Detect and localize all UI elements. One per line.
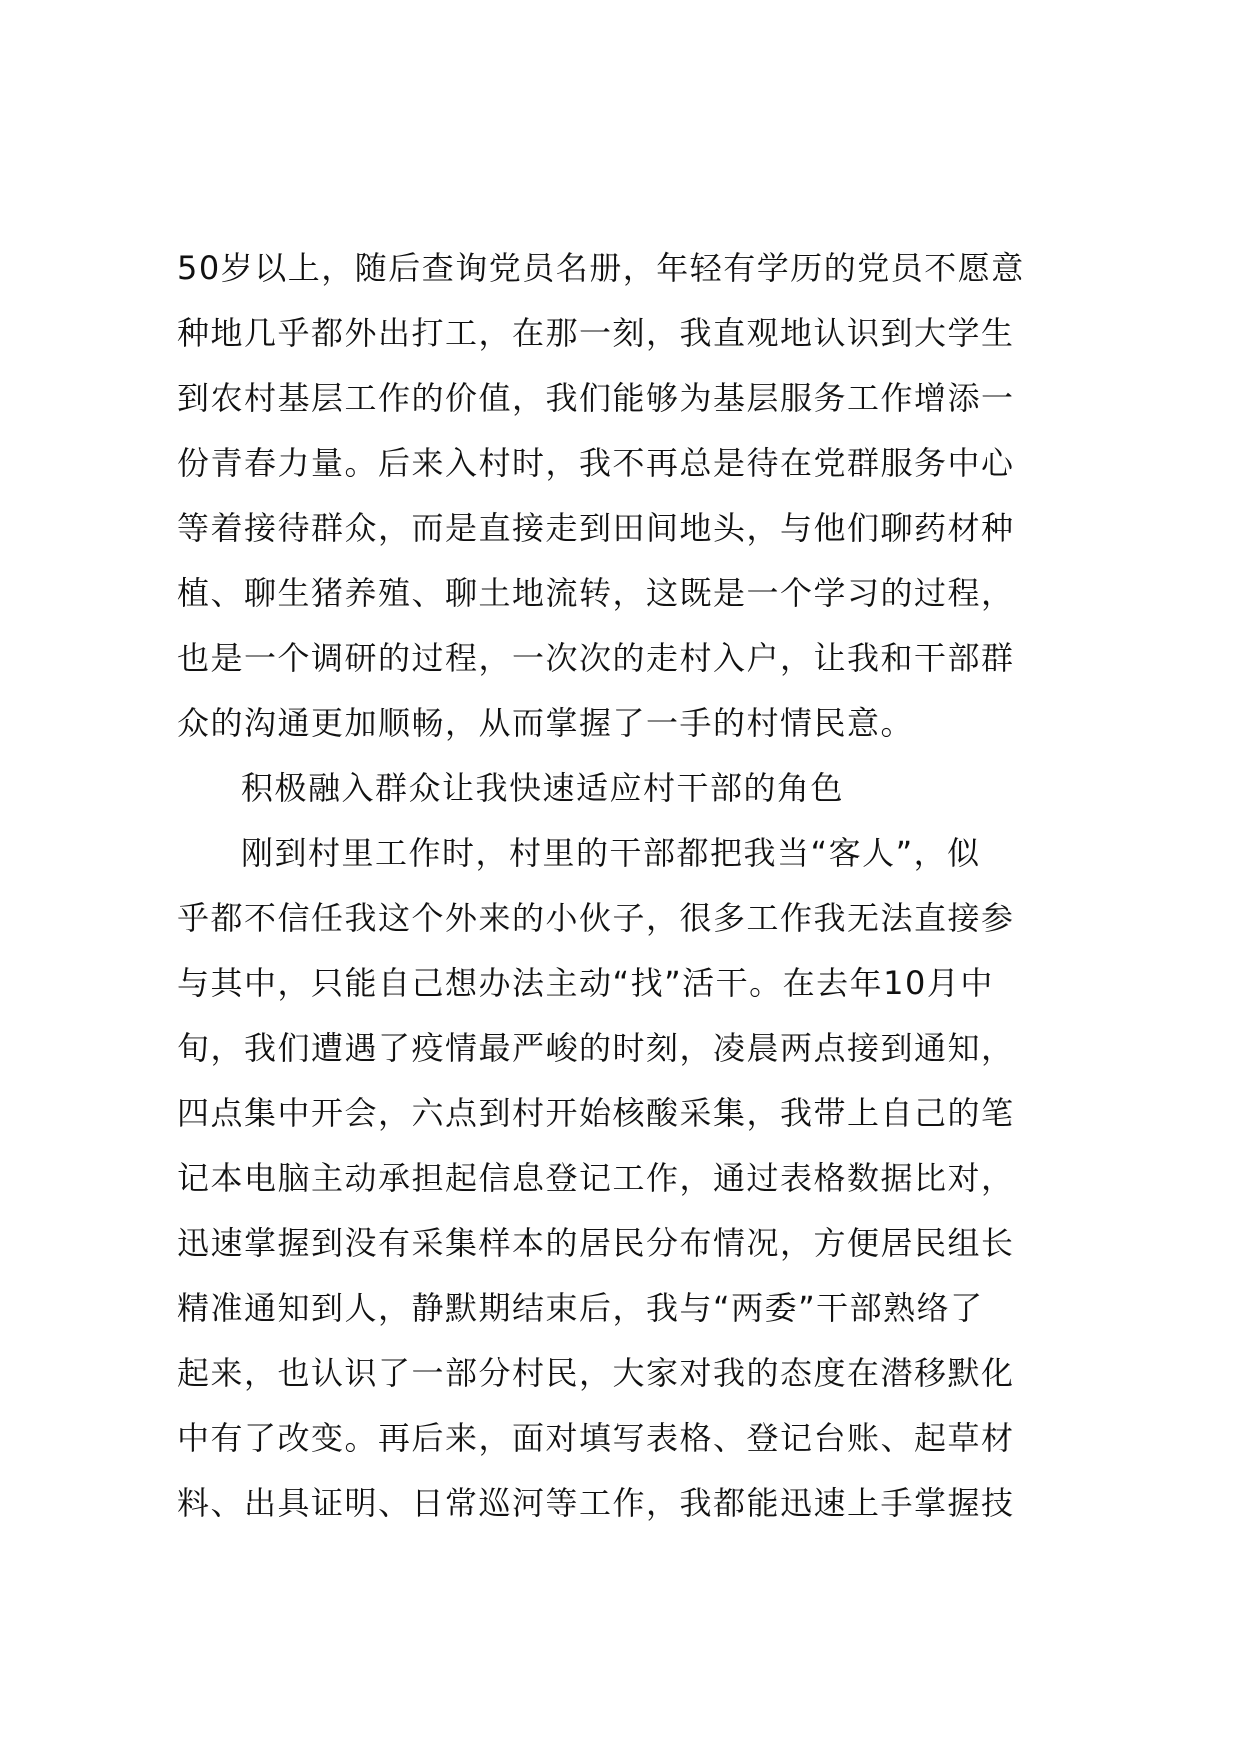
body-line: 记本电脑主动承担起信息登记工作，通过表格数据比对， — [177, 1159, 1015, 1197]
body-line: 等着接待群众，而是直接走到田间地头，与他们聊药材种 — [177, 509, 1015, 547]
body-line: 起来，也认识了一部分村民，大家对我的态度在潜移默化 — [177, 1354, 1015, 1392]
body-line: 植、聊生猪养殖、聊土地流转，这既是一个学习的过程， — [177, 574, 1015, 612]
body-line: 众的沟通更加顺畅，从而掌握了一手的村情民意。 — [177, 704, 915, 742]
body-line: 到农村基层工作的价值，我们能够为基层服务工作增添一 — [177, 379, 1015, 417]
section-heading: 积极融入群众让我快速适应村干部的角色 — [241, 769, 845, 807]
body-line: 精准通知到人，静默期结束后，我与“两委”干部熟络了 — [177, 1289, 984, 1327]
body-line: 旬，我们遭遇了疫情最严峻的时刻，凌晨两点接到通知， — [177, 1029, 1015, 1067]
body-line: 乎都不信任我这个外来的小伙子，很多工作我无法直接参 — [177, 899, 1015, 937]
document-body — [177, 236, 1097, 1536]
body-line: 迅速掌握到没有采集样本的居民分布情况，方便居民组长 — [177, 1224, 1015, 1262]
body-line: 与其中，只能自己想办法主动“找”活干。在去年10月中 — [177, 964, 994, 1002]
body-line: 中有了改变。再后来，面对填写表格、登记台账、起草材 — [177, 1419, 1015, 1457]
body-line: 四点集中开会，六点到村开始核酸采集，我带上自己的笔 — [177, 1094, 1015, 1132]
body-line: 份青春力量。后来入村时，我不再总是待在党群服务中心 — [177, 444, 1015, 482]
body-line: 料、出具证明、日常巡河等工作，我都能迅速上手掌握技 — [177, 1484, 1015, 1522]
body-line: 50岁以上，随后查询党员名册，年轻有学历的党员不愿意 — [177, 249, 1025, 287]
body-line: 种地几乎都外出打工，在那一刻，我直观地认识到大学生 — [177, 314, 1015, 352]
body-line: 也是一个调研的过程，一次次的走村入户，让我和干部群 — [177, 639, 1015, 677]
paragraph-start-line: 刚到村里工作时，村里的干部都把我当“客人”，似 — [241, 834, 981, 872]
